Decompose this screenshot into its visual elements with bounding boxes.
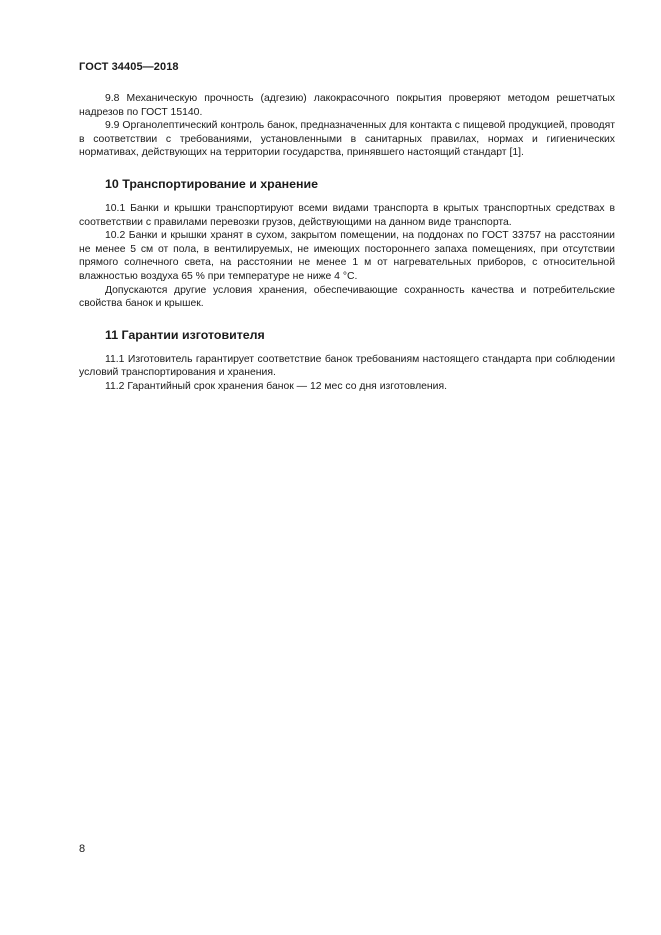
spacer xyxy=(79,160,615,177)
paragraph-11-2: 11.2 Гарантийный срок хранения банок — 12 мес со дня изготовления. xyxy=(105,380,447,392)
section-title-10: 10 Транспортирование и хранение xyxy=(105,176,318,191)
spacer xyxy=(79,311,615,328)
document-code-header: ГОСТ 34405—2018 xyxy=(79,61,179,73)
spacer xyxy=(79,343,615,353)
paragraph-10-2: 10.2 Банки и крышки хранят в сухом, закрытом помещении, на поддонах по ГОСТ 33757 на расстоянии не менее 5 см от пола, в вентилируемых, не имеющих постороннего запаха помещениях, при отсутствии прямого солнечного света, на расстоянии не менее 1 м от нагревательных приборов, с относительной влажностью воздуха 65 % при температуре не ниже 4 °С. xyxy=(79,230,615,282)
spacer xyxy=(79,192,615,202)
paragraph-11-1: 11.1 Изготовитель гарантирует соответствие банок требованиям настоящего стандарта при соблюдении условий транспортирования и хранения. xyxy=(79,353,615,379)
paragraph-10-1: 10.1 Банки и крышки транспортируют всеми видами транспорта в крытых транспортных средствах в соответствии с правилами перевозки грузов, действующими на данном виде транспорта. xyxy=(79,202,615,228)
document-body xyxy=(79,92,615,394)
paragraph-9-9: 9.9 Органолептический контроль банок, предназначенных для контакта с пищевой продукцией, проводят в соответствии с требованиями, установленными в санитарных правилах, нормах и гигиенических нормативах, действующих на территории государства, принявшего настоящий стандарт [1]. xyxy=(79,120,615,159)
paragraph-10-other-conditions: Допускаются другие условия хранения, обеспечивающие сохранность качества и потребительские свойства банок и крышек. xyxy=(79,284,615,310)
paragraph-9-8: 9.8 Механическую прочность (адгезию) лакокрасочного покрытия проверяют методом решетчатых надрезов по ГОСТ 15140. xyxy=(79,93,615,118)
page-number: 8 xyxy=(79,843,86,855)
section-title-11: 11 Гарантии изготовителя xyxy=(105,327,265,342)
